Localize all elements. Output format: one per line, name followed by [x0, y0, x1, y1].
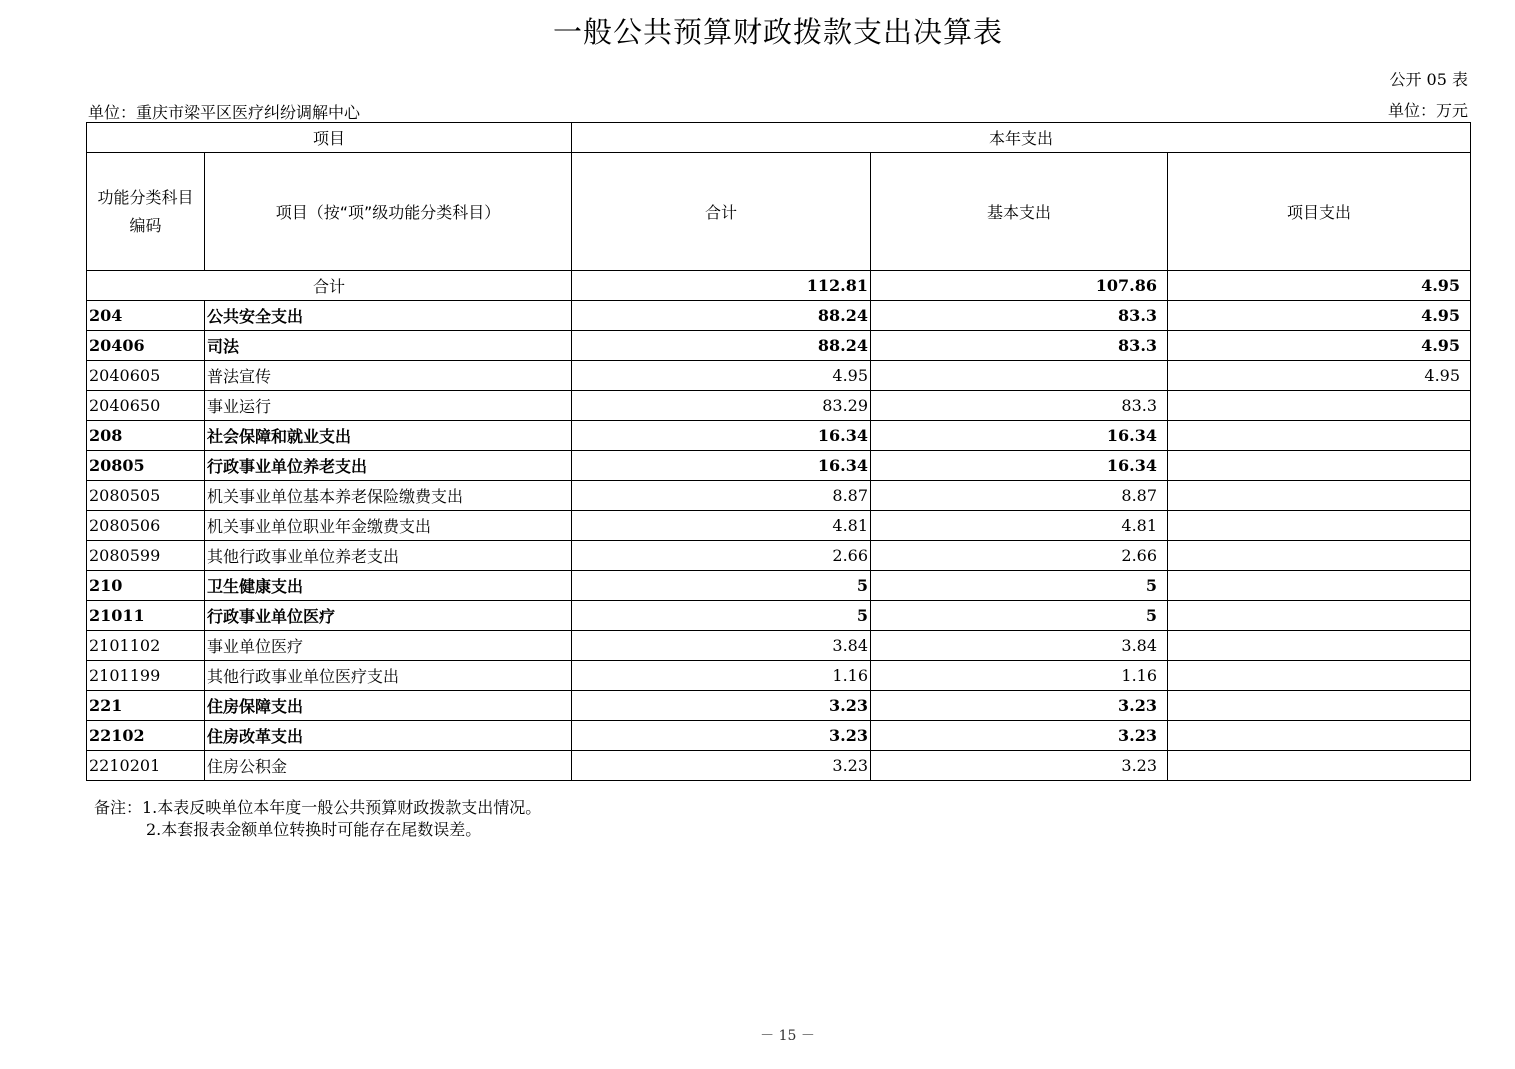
row-project	[1168, 451, 1471, 481]
row-total: 88.24	[572, 301, 871, 331]
row-project	[1168, 481, 1471, 511]
row-total: 88.24	[572, 331, 871, 361]
row-basic: 8.87	[871, 481, 1168, 511]
header-project-expenditure: 项目支出	[1168, 153, 1471, 271]
row-code: 21011	[87, 601, 205, 631]
row-code: 2210201	[87, 751, 205, 781]
row-code: 221	[87, 691, 205, 721]
row-name: 行政事业单位医疗	[205, 601, 572, 631]
table-row	[87, 511, 1471, 541]
table-row	[87, 421, 1471, 451]
table-row	[87, 451, 1471, 481]
row-code: 2080505	[87, 481, 205, 511]
total-basic: 107.86	[871, 271, 1168, 301]
row-basic: 16.34	[871, 451, 1168, 481]
form-number: 公开 05 表	[1389, 70, 1468, 89]
row-project	[1168, 691, 1471, 721]
row-basic: 5	[871, 571, 1168, 601]
header-code-line2: 编码	[129, 215, 162, 235]
table-row	[87, 751, 1471, 781]
row-total: 2.66	[572, 541, 871, 571]
table-row	[87, 631, 1471, 661]
row-code: 22102	[87, 721, 205, 751]
note-line-2: 2.本套报表金额单位转换时可能存在尾数误差。	[146, 820, 482, 839]
row-project	[1168, 391, 1471, 421]
row-total: 5	[572, 571, 871, 601]
page-number: － 15 －	[760, 1028, 815, 1044]
row-basic: 3.23	[871, 751, 1168, 781]
row-project	[1168, 601, 1471, 631]
header-code	[87, 153, 205, 271]
total-row	[87, 271, 1471, 301]
row-name: 机关事业单位职业年金缴费支出	[205, 511, 572, 541]
row-basic	[871, 361, 1168, 391]
row-total: 16.34	[572, 421, 871, 451]
header-project: 项目	[87, 123, 572, 153]
row-name: 住房改革支出	[205, 721, 572, 751]
row-total: 3.23	[572, 691, 871, 721]
row-code: 208	[87, 421, 205, 451]
row-code: 20805	[87, 451, 205, 481]
table-row	[87, 541, 1471, 571]
row-code: 2040605	[87, 361, 205, 391]
row-name: 住房保障支出	[205, 691, 572, 721]
row-name: 公共安全支出	[205, 301, 572, 331]
page-title: 一般公共预算财政拨款支出决算表	[552, 15, 1003, 49]
table-row	[87, 481, 1471, 511]
row-name: 社会保障和就业支出	[205, 421, 572, 451]
row-name: 司法	[205, 331, 572, 361]
row-project: 4.95	[1168, 361, 1471, 391]
row-name: 其他行政事业单位医疗支出	[205, 661, 572, 691]
row-name: 住房公积金	[205, 751, 572, 781]
table-row	[87, 391, 1471, 421]
row-code: 2101102	[87, 631, 205, 661]
row-total: 3.23	[572, 721, 871, 751]
header-basic: 基本支出	[871, 153, 1168, 271]
row-project	[1168, 511, 1471, 541]
row-basic: 1.16	[871, 661, 1168, 691]
total-project: 4.95	[1168, 271, 1471, 301]
row-name: 普法宣传	[205, 361, 572, 391]
total-total: 112.81	[572, 271, 871, 301]
row-project	[1168, 661, 1471, 691]
row-name: 机关事业单位基本养老保险缴费支出	[205, 481, 572, 511]
row-project: 4.95	[1168, 301, 1471, 331]
row-name: 行政事业单位养老支出	[205, 451, 572, 481]
header-code-line1: 功能分类科目	[97, 187, 194, 207]
note-line-1: 备注：1.本表反映单位本年度一般公共预算财政拨款支出情况。	[94, 798, 542, 817]
row-total: 3.23	[572, 751, 871, 781]
header-item: 项目（按“项”级功能分类科目）	[205, 153, 572, 271]
row-basic: 83.3	[871, 301, 1168, 331]
row-project	[1168, 631, 1471, 661]
row-name: 其他行政事业单位养老支出	[205, 541, 572, 571]
row-total: 4.81	[572, 511, 871, 541]
table-row	[87, 331, 1471, 361]
row-name: 卫生健康支出	[205, 571, 572, 601]
row-basic: 3.84	[871, 631, 1168, 661]
reporting-unit: 单位：重庆市梁平区医疗纠纷调解中心	[88, 103, 361, 122]
row-basic: 16.34	[871, 421, 1168, 451]
budget-table	[86, 122, 1471, 781]
row-basic: 2.66	[871, 541, 1168, 571]
row-basic: 3.23	[871, 721, 1168, 751]
table-row	[87, 571, 1471, 601]
row-project: 4.95	[1168, 331, 1471, 361]
row-basic: 83.3	[871, 331, 1168, 361]
row-project	[1168, 571, 1471, 601]
row-code: 2080599	[87, 541, 205, 571]
header-current-year: 本年支出	[572, 123, 1471, 153]
row-code: 2040650	[87, 391, 205, 421]
row-name: 事业单位医疗	[205, 631, 572, 661]
total-label: 合计	[87, 271, 572, 301]
table-row	[87, 601, 1471, 631]
row-code: 204	[87, 301, 205, 331]
row-code: 20406	[87, 331, 205, 361]
row-basic: 5	[871, 601, 1168, 631]
row-basic: 4.81	[871, 511, 1168, 541]
row-total: 4.95	[572, 361, 871, 391]
row-total: 8.87	[572, 481, 871, 511]
table-row	[87, 301, 1471, 331]
row-code: 210	[87, 571, 205, 601]
table-row	[87, 721, 1471, 751]
row-project	[1168, 751, 1471, 781]
table-row	[87, 661, 1471, 691]
row-total: 5	[572, 601, 871, 631]
currency-unit: 单位：万元	[1387, 101, 1468, 120]
row-total: 16.34	[572, 451, 871, 481]
header-total: 合计	[572, 153, 871, 271]
row-total: 1.16	[572, 661, 871, 691]
row-project	[1168, 541, 1471, 571]
row-basic: 3.23	[871, 691, 1168, 721]
row-project	[1168, 421, 1471, 451]
row-basic: 83.3	[871, 391, 1168, 421]
table-row	[87, 361, 1471, 391]
row-name: 事业运行	[205, 391, 572, 421]
row-project	[1168, 721, 1471, 751]
row-total: 83.29	[572, 391, 871, 421]
row-code: 2101199	[87, 661, 205, 691]
row-code: 2080506	[87, 511, 205, 541]
notes	[94, 797, 541, 841]
row-total: 3.84	[572, 631, 871, 661]
table-row	[87, 691, 1471, 721]
